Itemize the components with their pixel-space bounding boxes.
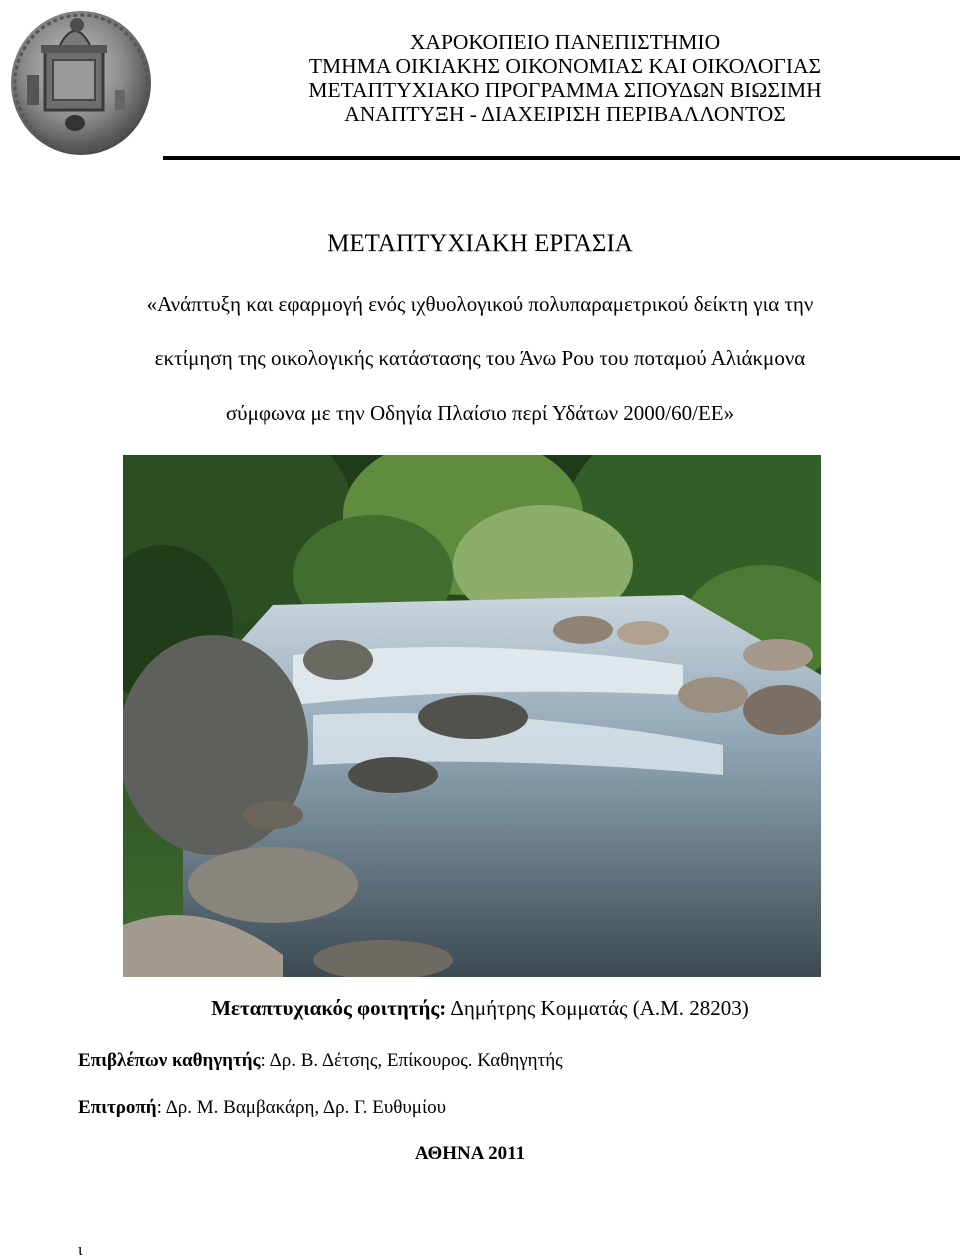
place-and-year: ΑΘΗΝΑ 2011 (414, 1143, 526, 1164)
university-header (170, 30, 960, 126)
river-photo (123, 455, 821, 977)
header-line-program: ΜΕΤΑΠΤΥΧΙΑΚΟ ΠΡΟΓΡΑΜΜΑ ΣΠΟΥΔΩΝ ΒΙΩΣΙΜΗ (308, 78, 822, 102)
student-name: Δημήτρης Κομματάς (Α.Μ. 28203) (446, 996, 749, 1020)
university-logo-coin (5, 5, 155, 155)
page-number: ι (78, 1240, 83, 1259)
student-label: Μεταπτυχιακός φοιτητής: (211, 996, 447, 1020)
student-line (0, 996, 960, 1021)
supervisor-name: : Δρ. Β. Δέτσης, Επίκουρος. Καθηγητής (260, 1050, 563, 1071)
supervisor-label: Επιβλέπων καθηγητής (78, 1050, 261, 1071)
header-divider (163, 156, 960, 160)
header-line-program-cont: ΑΝΑΠΤΥΞΗ - ΔΙΑΧΕΙΡΙΣΗ ΠΕΡΙΒΑΛΛΟΝΤΟΣ (344, 102, 786, 126)
committee-label: Επιτροπή (78, 1097, 157, 1118)
thesis-title-line-2: εκτίμηση της οικολογικής κατάστασης του Άνω Ρου του ποταμού Αλιάκμονα (154, 346, 806, 370)
thesis-heading: ΜΕΤΑΠΤΥΧΙΑΚΗ ΕΡΓΑΣΙΑ (327, 230, 633, 257)
header-line-department: ΤΜΗΜΑ ΟΙΚΙΑΚΗΣ ΟΙΚΟΝΟΜΙΑΣ ΚΑΙ ΟΙΚΟΛΟΓΙΑΣ (308, 54, 822, 78)
header-line-university: ΧΑΡΟΚΟΠΕΙΟ ΠΑΝΕΠΙΣΤΗΜΙΟ (409, 30, 721, 54)
thesis-title-line-3: σύμφωνα με την Οδηγία Πλαίσιο περί Υδάτων 2000/60/ΕΕ» (225, 401, 735, 425)
supervisor-line (78, 1050, 563, 1072)
committee-line (78, 1097, 446, 1119)
thesis-title-line-1: «Ανάπτυξη και εφαρμογή ενός ιχθυολογικού πολυπαραμετρικού δείκτη για την (146, 292, 814, 316)
committee-members: : Δρ. Μ. Βαμβακάρη, Δρ. Γ. Ευθυμίου (156, 1097, 446, 1118)
